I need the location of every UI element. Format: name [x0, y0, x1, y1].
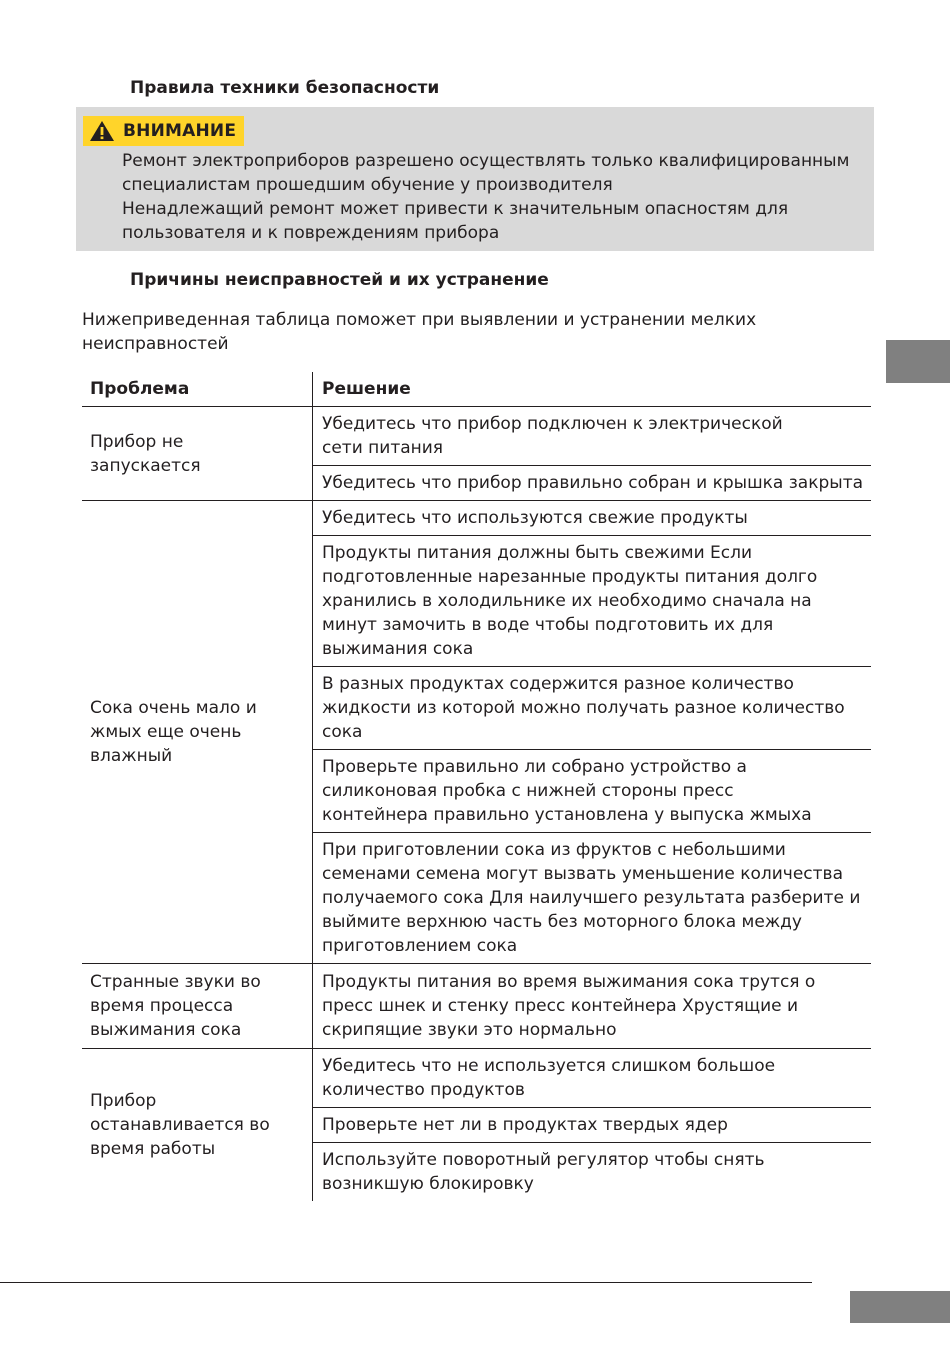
- intro-paragraph: [82, 308, 802, 356]
- warning-line: Ремонт электроприборов разрешено осуществлять только квалифицированным: [122, 151, 850, 171]
- warning-icon: [89, 120, 115, 142]
- solution-cell: Используйте поворотный регулятор чтобы снять возникшую блокировку: [313, 1143, 872, 1202]
- column-header-problem: Проблема: [82, 372, 313, 407]
- troubleshooting-heading: Причины неисправностей и их устранение: [130, 270, 549, 290]
- intro-line: неисправностей: [82, 334, 229, 354]
- warning-label: ВНИМАНИЕ: [123, 121, 237, 141]
- table-row: [82, 1049, 871, 1108]
- table-header-row: [82, 372, 871, 407]
- footer-rule: [0, 1282, 812, 1283]
- column-header-solution: Решение: [313, 372, 872, 407]
- warning-badge: [83, 116, 244, 146]
- solution-cell: Убедитесь что прибор подключен к электрической сети питания: [313, 407, 872, 466]
- safety-heading: Правила техники безопасности: [130, 78, 440, 98]
- solution-cell: Убедитесь что не используется слишком большое количество продуктов: [313, 1049, 872, 1108]
- solution-cell: В разных продуктах содержится разное количество жидкости из которой можно получать разное количество сока: [313, 667, 872, 750]
- problem-cell: Прибор не запускается: [82, 407, 313, 501]
- warning-line: специалистам прошедшим обучение у производителя: [122, 175, 613, 195]
- table-row: [82, 407, 871, 466]
- solution-cell: Продукты питания во время выжимания сока трутся о пресс шнек и стенку пресс контейнера Хрустящие и скрипящие звуки это нормально: [313, 964, 872, 1049]
- intro-line: Нижеприведенная таблица поможет при выявлении и устранении мелких: [82, 310, 757, 330]
- troubleshooting-table: [82, 372, 871, 1201]
- solution-cell: При приготовлении сока из фруктов с небольшими семенами семена могут вызвать уменьшение количества получаемого сока Для наилучшего результата разберите и выймите верхнюю часть без моторного блока между приготовлением сока: [313, 833, 872, 964]
- table-row: [82, 964, 871, 1049]
- page-number-tab: [850, 1291, 950, 1323]
- problem-cell: Сока очень мало и жмых еще очень влажный: [82, 501, 313, 964]
- warning-line: Ненадлежащий ремонт может привести к значительным опасностям для: [122, 199, 789, 219]
- solution-cell: Продукты питания должны быть свежими Если подготовленные нарезанные продукты питания долго хранились в холодильнике их необходимо сначала на минут замочить в воде чтобы подготовить их для выжимания сока: [313, 536, 872, 667]
- warning-line: пользователя и к повреждениям прибора: [122, 223, 500, 243]
- solution-cell: Проверьте правильно ли собрано устройство а силиконовая пробка с нижней стороны пресс контейнера правильно установлена у выпуска жмыха: [313, 750, 872, 833]
- warning-text: [122, 149, 867, 245]
- warning-box: [76, 107, 874, 251]
- table-row: [82, 501, 871, 536]
- solution-cell: Проверьте нет ли в продуктах твердых ядер: [313, 1108, 872, 1143]
- problem-cell: Странные звуки во время процесса выжимания сока: [82, 964, 313, 1049]
- section-tab: [886, 340, 950, 383]
- problem-cell: Прибор останавливается во время работы: [90, 1091, 270, 1159]
- solution-cell: Убедитесь что используются свежие продукты: [313, 501, 872, 536]
- solution-cell: Убедитесь что прибор правильно собран и крышка закрыта: [313, 466, 872, 501]
